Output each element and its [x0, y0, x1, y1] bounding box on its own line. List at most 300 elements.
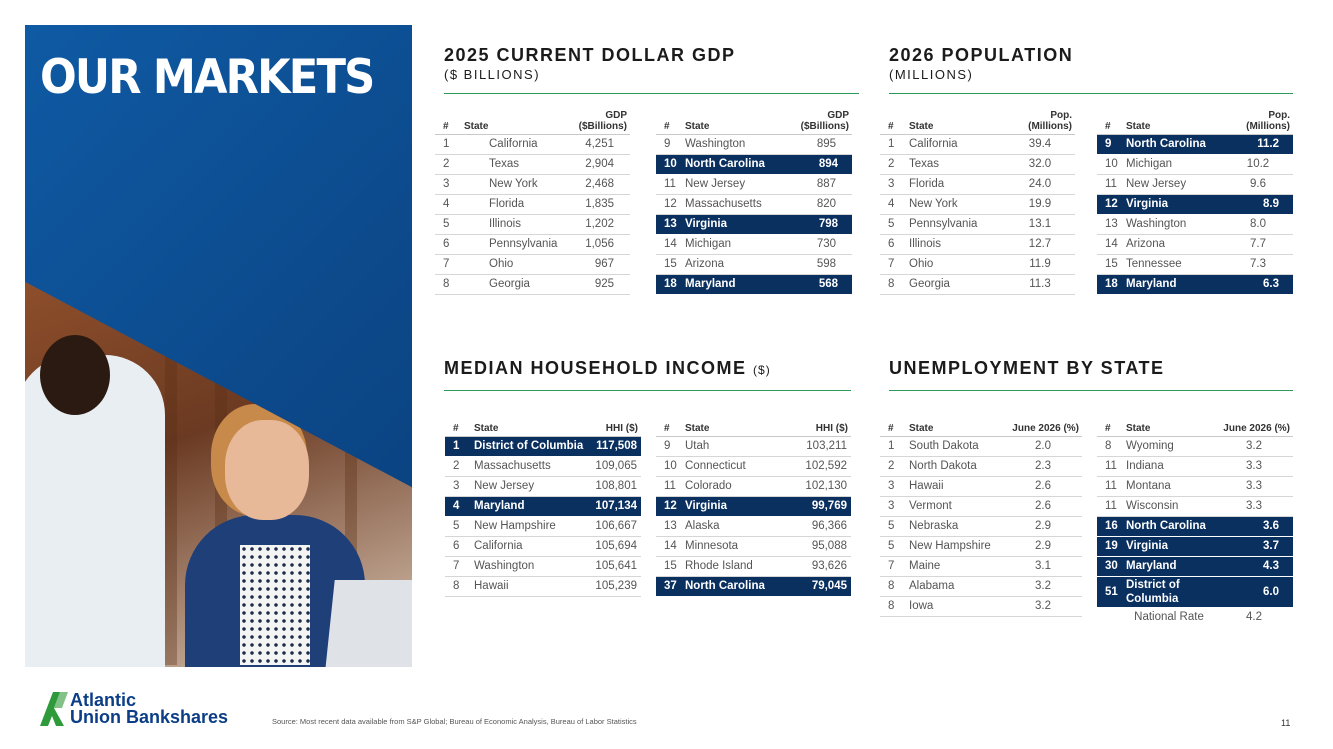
table-row	[880, 497, 1082, 517]
cell-value: 12.7	[1005, 235, 1075, 255]
table-row	[656, 437, 851, 457]
cell-state: District of Columbia	[471, 437, 587, 457]
table-row	[880, 577, 1082, 597]
gdp-heading: 2025 CURRENT DOLLAR GDP	[444, 45, 736, 65]
cell-value: 2.3	[1004, 457, 1082, 477]
cell-rank: 8	[880, 577, 906, 597]
table-row	[435, 235, 630, 255]
cell-value: 7.7	[1223, 235, 1293, 255]
cell-state: Washington	[471, 557, 587, 577]
table-row	[1097, 477, 1293, 497]
table-header-row	[435, 108, 630, 135]
cell-rank: 3	[445, 477, 471, 497]
cell-state: Texas	[906, 155, 1005, 175]
table-row	[1097, 517, 1293, 537]
table-row	[880, 175, 1075, 195]
table-row	[435, 275, 630, 295]
cell-rank: 7	[435, 255, 461, 275]
table-row	[880, 557, 1082, 577]
cell-value: 95,088	[797, 537, 851, 557]
hhi-table-right	[656, 410, 851, 597]
cell-rank: 14	[1097, 235, 1123, 255]
cell-rank: 9	[1097, 135, 1123, 155]
table-row	[656, 235, 852, 255]
table-row	[445, 457, 641, 477]
cell-state: Washington	[1123, 215, 1223, 235]
column-header-rank: #	[656, 108, 682, 135]
column-header-state: State	[906, 108, 1005, 135]
cell-rank: 30	[1097, 557, 1123, 577]
cell-rank: 9	[656, 437, 682, 457]
cell-state: Maryland	[682, 275, 772, 295]
table-header-row	[1097, 108, 1293, 135]
cell-state: Minnesota	[682, 537, 797, 557]
cell-value: 13.1	[1005, 215, 1075, 235]
cell-rank: 2	[445, 457, 471, 477]
table-row	[880, 457, 1082, 477]
cell-rank: 5	[445, 517, 471, 537]
cell-rank: 18	[656, 275, 682, 295]
cell-rank: 19	[1097, 537, 1123, 557]
cell-value: 3.6	[1215, 517, 1293, 537]
hhi-table-left	[445, 410, 641, 597]
cell-rank: 1	[445, 437, 471, 457]
cell-value: 106,667	[587, 517, 641, 537]
cell-state: Rhode Island	[682, 557, 797, 577]
column-header-state: State	[906, 410, 1004, 437]
cell-value: 2,468	[550, 175, 630, 195]
gdp-subheading: ($ BILLIONS)	[444, 67, 541, 82]
cell-state: North Carolina	[1123, 135, 1223, 155]
hero-panel	[25, 25, 412, 667]
cell-value: 3.1	[1004, 557, 1082, 577]
cell-value: 105,641	[587, 557, 641, 577]
table-row	[880, 477, 1082, 497]
table-row	[1097, 175, 1293, 195]
table-row	[656, 155, 852, 175]
cell-value: 3.2	[1215, 437, 1293, 457]
cell-rank: 5	[435, 215, 461, 235]
cell-state: Pennsylvania	[461, 235, 550, 255]
cell-state: Washington	[682, 135, 772, 155]
table-row	[656, 135, 852, 155]
cell-state: Virginia	[1123, 537, 1215, 557]
cell-rank	[1097, 608, 1123, 628]
pop-table-right	[1097, 108, 1293, 295]
table-row	[1097, 437, 1293, 457]
cell-state: Illinois	[906, 235, 1005, 255]
pop-rule	[889, 93, 1293, 94]
cell-state: Georgia	[906, 275, 1005, 295]
cell-value: 24.0	[1005, 175, 1075, 195]
table-row	[445, 537, 641, 557]
cell-rank: 14	[656, 537, 682, 557]
cell-value: 730	[772, 235, 852, 255]
column-header-value: GDP ($Billions)	[772, 108, 852, 135]
table-row	[1097, 275, 1293, 295]
cell-rank: 3	[880, 175, 906, 195]
cell-value: 102,130	[797, 477, 851, 497]
cell-value: 103,211	[797, 437, 851, 457]
table-row	[880, 437, 1082, 457]
table-header-row	[445, 410, 641, 437]
table-header-row	[1097, 410, 1293, 437]
cell-value: 39.4	[1005, 135, 1075, 155]
cell-value: 1,056	[550, 235, 630, 255]
cell-state: New Hampshire	[471, 517, 587, 537]
table-row	[656, 577, 851, 597]
cell-rank: 1	[880, 135, 906, 155]
unemp-table-left	[880, 410, 1082, 617]
cell-state: New Jersey	[1123, 175, 1223, 195]
cell-value: 8.0	[1223, 215, 1293, 235]
cell-state: New York	[461, 175, 550, 195]
cell-value: 598	[772, 255, 852, 275]
cell-state: Michigan	[682, 235, 772, 255]
cell-rank: 13	[1097, 215, 1123, 235]
cell-value: 11.9	[1005, 255, 1075, 275]
cell-rank: 8	[880, 597, 906, 617]
cell-value: 105,239	[587, 577, 641, 597]
column-header-value: GDP ($Billions)	[550, 108, 630, 135]
cell-rank: 11	[1097, 497, 1123, 517]
table-row	[656, 557, 851, 577]
cell-value: 107,134	[587, 497, 641, 517]
cell-state: Wisconsin	[1123, 497, 1215, 517]
cell-value: 10.2	[1223, 155, 1293, 175]
cell-rank: 1	[435, 135, 461, 155]
cell-value: 3.2	[1004, 577, 1082, 597]
table-header-row	[656, 410, 851, 437]
cell-state: Pennsylvania	[906, 215, 1005, 235]
table-row	[656, 457, 851, 477]
cell-state: Texas	[461, 155, 550, 175]
cell-state: Wyoming	[1123, 437, 1215, 457]
pop-subheading: (MILLIONS)	[889, 67, 974, 82]
cell-state: District of Columbia	[1123, 577, 1215, 608]
laptop	[325, 580, 424, 670]
hhi-heading-unit: ($)	[753, 363, 771, 377]
cell-rank: 6	[880, 235, 906, 255]
table-row	[1097, 235, 1293, 255]
table-row	[445, 557, 641, 577]
cell-state: Ohio	[461, 255, 550, 275]
unemp-rule	[889, 390, 1293, 391]
cell-state: North Dakota	[906, 457, 1004, 477]
column-header-state: State	[682, 410, 797, 437]
cell-value: 895	[772, 135, 852, 155]
cell-rank: 11	[1097, 457, 1123, 477]
table-row	[656, 195, 852, 215]
table-row	[1097, 155, 1293, 175]
cell-rank: 8	[1097, 437, 1123, 457]
table-row	[880, 235, 1075, 255]
cell-state: Colorado	[682, 477, 797, 497]
cell-state: Maryland	[471, 497, 587, 517]
person-left-head	[40, 335, 110, 415]
column-header-value: HHI ($)	[797, 410, 851, 437]
column-header-value: Pop. (Millions)	[1223, 108, 1293, 135]
table-header-row	[880, 410, 1082, 437]
cell-value: 117,508	[587, 437, 641, 457]
cell-rank: 7	[880, 557, 906, 577]
cell-rank: 15	[1097, 255, 1123, 275]
cell-value: 2.6	[1004, 477, 1082, 497]
cell-value: 11.3	[1005, 275, 1075, 295]
table-row	[880, 255, 1075, 275]
cell-state: Connecticut	[682, 457, 797, 477]
hhi-rule	[444, 390, 851, 391]
cell-rank: 8	[435, 275, 461, 295]
logo-mark-icon	[40, 692, 68, 726]
cell-rank: 1	[880, 437, 906, 457]
cell-state: New Jersey	[682, 175, 772, 195]
cell-state: Alaska	[682, 517, 797, 537]
cell-rank: 4	[435, 195, 461, 215]
table-row	[656, 497, 851, 517]
cell-value: 798	[772, 215, 852, 235]
cell-rank: 3	[880, 477, 906, 497]
cell-rank: 18	[1097, 275, 1123, 295]
cell-rank: 13	[656, 215, 682, 235]
cell-value: 8.9	[1223, 195, 1293, 215]
table-row	[1097, 135, 1293, 155]
table-row	[880, 135, 1075, 155]
table-row	[656, 215, 852, 235]
cell-state: Vermont	[906, 497, 1004, 517]
column-header-rank: #	[435, 108, 461, 135]
table-row	[656, 517, 851, 537]
cell-value: 6.0	[1215, 577, 1293, 608]
cell-value: 967	[550, 255, 630, 275]
cell-value: 3.3	[1215, 497, 1293, 517]
cell-value: 894	[772, 155, 852, 175]
cell-value: 9.6	[1223, 175, 1293, 195]
table-row	[656, 175, 852, 195]
cell-rank: 11	[656, 175, 682, 195]
cell-rank: 4	[445, 497, 471, 517]
table-row	[1097, 457, 1293, 477]
person-right-head	[225, 420, 309, 520]
cell-state: Hawaii	[906, 477, 1004, 497]
pop-heading: 2026 POPULATION	[889, 45, 1074, 65]
cell-value: 11.2	[1223, 135, 1293, 155]
cell-state: Nebraska	[906, 517, 1004, 537]
hhi-heading	[444, 358, 771, 379]
cell-state: Arizona	[1123, 235, 1223, 255]
cell-value: 96,366	[797, 517, 851, 537]
cell-value: 105,694	[587, 537, 641, 557]
cell-rank: 2	[880, 457, 906, 477]
gdp-table-right	[656, 108, 852, 295]
cell-value: 820	[772, 195, 852, 215]
cell-value: 4.2	[1246, 611, 1262, 623]
cell-state: Arizona	[682, 255, 772, 275]
cell-state: Maine	[906, 557, 1004, 577]
column-header-rank: #	[656, 410, 682, 437]
table-row	[656, 255, 852, 275]
cell-rank: 14	[656, 235, 682, 255]
table-row	[445, 497, 641, 517]
table-row	[880, 275, 1075, 295]
cell-value: 109,065	[587, 457, 641, 477]
cell-state: Alabama	[906, 577, 1004, 597]
cell-state: Illinois	[461, 215, 550, 235]
table-row	[435, 155, 630, 175]
cell-state: Virginia	[682, 497, 797, 517]
cell-value: 3.7	[1215, 537, 1293, 557]
source-note: Source: Most recent data available from S&P Global; Bureau of Economic Analysis, Bureau of Labor Statistics	[272, 717, 637, 726]
cell-value: 108,801	[587, 477, 641, 497]
table-row	[1097, 577, 1293, 608]
column-header-rank: #	[880, 410, 906, 437]
cell-rank: 10	[656, 155, 682, 175]
cell-value: 1,202	[550, 215, 630, 235]
column-header-state: State	[1123, 108, 1223, 135]
cell-rank: 12	[656, 195, 682, 215]
cell-value: 4,251	[550, 135, 630, 155]
table-row	[1097, 497, 1293, 517]
column-header-rank: #	[1097, 410, 1123, 437]
cell-state: South Dakota	[906, 437, 1004, 457]
cell-state: Maryland	[1123, 557, 1215, 577]
cell-rank: 4	[880, 195, 906, 215]
cell-rank: 16	[1097, 517, 1123, 537]
cell-value: 2,904	[550, 155, 630, 175]
logo-line1: Atlantic	[70, 690, 137, 710]
column-header-value: Pop. (Millions)	[1005, 108, 1075, 135]
cell-rank: 15	[656, 255, 682, 275]
cell-value: 4.3	[1215, 557, 1293, 577]
cell-rank: 2	[435, 155, 461, 175]
column-header-state: State	[461, 108, 550, 135]
cell-state: Tennessee	[1123, 255, 1223, 275]
cell-value: 2.0	[1004, 437, 1082, 457]
table-row	[445, 577, 641, 597]
table-header-row	[880, 108, 1075, 135]
table-row	[435, 135, 630, 155]
table-row	[1097, 215, 1293, 235]
cell-state: California	[906, 135, 1005, 155]
cell-rank: 12	[656, 497, 682, 517]
column-header-rank: #	[445, 410, 471, 437]
cell-value: 568	[772, 275, 852, 295]
cell-value: 102,592	[797, 457, 851, 477]
cell-state: Massachusetts	[471, 457, 587, 477]
column-header-rank: #	[880, 108, 906, 135]
cell-value: 3.2	[1004, 597, 1082, 617]
column-header-value: HHI ($)	[587, 410, 641, 437]
cell-state: North Carolina	[682, 577, 797, 597]
table-row	[1097, 195, 1293, 215]
table-row	[656, 275, 852, 295]
cell-state: Hawaii	[471, 577, 587, 597]
column-header-state: State	[1123, 410, 1215, 437]
cell-value: 1,835	[550, 195, 630, 215]
hhi-heading-text: MEDIAN HOUSEHOLD INCOME	[444, 358, 747, 378]
cell-rank: 8	[445, 577, 471, 597]
cell-rank: 3	[880, 497, 906, 517]
cell-value: 32.0	[1005, 155, 1075, 175]
cell-value: 887	[772, 175, 852, 195]
cell-state: New Jersey	[471, 477, 587, 497]
cell-state: Virginia	[682, 215, 772, 235]
cell-rank: 6	[435, 235, 461, 255]
table-row	[1097, 557, 1293, 577]
cell-rank: 5	[880, 215, 906, 235]
table-row	[445, 477, 641, 497]
cell-rank: 5	[880, 537, 906, 557]
cell-rank: 12	[1097, 195, 1123, 215]
pop-table-left	[880, 108, 1075, 295]
table-row	[880, 517, 1082, 537]
table-row	[880, 597, 1082, 617]
table-row	[435, 255, 630, 275]
cell-state: North Carolina	[1123, 517, 1215, 537]
cell-rank: 5	[880, 517, 906, 537]
cell-state: Florida	[906, 175, 1005, 195]
cell-value: 3.3	[1215, 457, 1293, 477]
table-row	[656, 477, 851, 497]
cell-rank: 11	[1097, 477, 1123, 497]
cell-state: North Carolina	[682, 155, 772, 175]
cell-rank: 11	[1097, 175, 1123, 195]
logo-line2: Union Bankshares	[70, 707, 229, 727]
cell-rank: 7	[880, 255, 906, 275]
cell-state: Michigan	[1123, 155, 1223, 175]
cell-state: New Hampshire	[906, 537, 1004, 557]
cell-rank: 15	[656, 557, 682, 577]
cell-state: Montana	[1123, 477, 1215, 497]
cell-value: 3.3	[1215, 477, 1293, 497]
table-row	[656, 537, 851, 557]
table-row	[1097, 537, 1293, 557]
table-row	[435, 215, 630, 235]
cell-state: Maryland	[1123, 275, 1223, 295]
cell-value: 79,045	[797, 577, 851, 597]
cell-rank: 7	[445, 557, 471, 577]
cell-rank: 9	[656, 135, 682, 155]
cell-value: 99,769	[797, 497, 851, 517]
column-header-value: June 2026 (%)	[1215, 410, 1293, 437]
cell-value: 6.3	[1223, 275, 1293, 295]
table-row	[880, 537, 1082, 557]
table-row	[435, 175, 630, 195]
cell-state: National Rate	[1134, 611, 1204, 623]
cell-state: Florida	[461, 195, 550, 215]
unemp-heading: UNEMPLOYMENT BY STATE	[889, 358, 1165, 378]
column-header-value: June 2026 (%)	[1004, 410, 1082, 437]
cell-rank: 51	[1097, 577, 1123, 608]
cell-state: Iowa	[906, 597, 1004, 617]
cell-value: 925	[550, 275, 630, 295]
cell-rank: 3	[435, 175, 461, 195]
cell-state: California	[471, 537, 587, 557]
cell-value: 2.9	[1004, 537, 1082, 557]
page-title: OUR MARKETS	[40, 50, 374, 105]
cell-rank: 37	[656, 577, 682, 597]
page-number: 11	[1281, 718, 1291, 728]
table-row	[445, 517, 641, 537]
cell-value: 2.6	[1004, 497, 1082, 517]
cell-state: Indiana	[1123, 457, 1215, 477]
cell-state: California	[461, 135, 550, 155]
cell-rank: 8	[880, 275, 906, 295]
table-row	[445, 437, 641, 457]
cell-state: Massachusetts	[682, 195, 772, 215]
gdp-rule	[444, 93, 859, 94]
cell-value: 2.9	[1004, 517, 1082, 537]
